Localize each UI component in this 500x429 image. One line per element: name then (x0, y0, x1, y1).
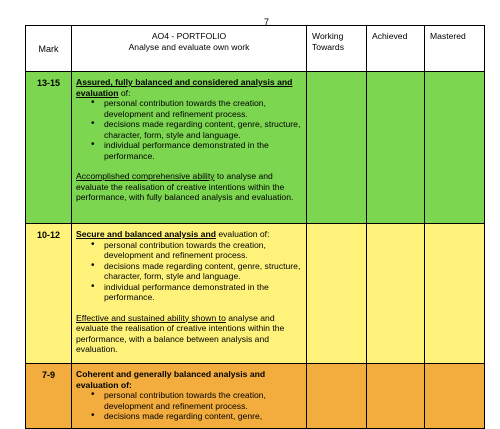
criteria-list (76, 240, 302, 303)
header-row (26, 26, 485, 72)
working-towards-cell[interactable] (307, 72, 367, 224)
achieved-cell[interactable] (367, 72, 425, 224)
band-heading: Coherent and generally balanced analysis and evaluation of: (76, 369, 266, 390)
achieved-column-header: Achieved (367, 26, 425, 72)
achieved-cell[interactable] (367, 224, 425, 364)
band-summary-rest: to analyse and evaluate the realisation of creative intentions within the performance, with fully balanced analysis and evaluation. (76, 171, 294, 202)
mastered-cell[interactable] (425, 364, 485, 429)
band-summary-rest: analyse and evaluate the realisation of creative intentions within the performance, with a balance between analysis and evaluation. (76, 312, 285, 354)
criteria-item: • decisions made regarding content, genre, structure, character, form, style and language. (104, 119, 302, 140)
mastered-column-header: Mastered (425, 26, 485, 72)
portfolio-title: AO4 - PORTFOLIO (151, 31, 227, 41)
assessment-rubric-table (25, 25, 485, 429)
band-description (72, 224, 307, 364)
mark-column-header: Mark (26, 26, 72, 72)
band-row-13-15 (26, 72, 485, 224)
working-towards-column-header (307, 26, 367, 72)
band-mark: 13-15 (26, 72, 72, 224)
criteria-column-header (72, 26, 307, 72)
band-heading: Secure and balanced analysis and (76, 229, 216, 239)
criteria-item: • decisions made regarding content, genre, (104, 411, 302, 422)
page-number: 7 (264, 17, 270, 27)
criteria-list (76, 390, 302, 422)
criteria-item: • personal contribution towards the creation, development and refinement process. (104, 240, 302, 261)
achieved-cell[interactable] (367, 364, 425, 429)
portfolio-subtitle: Analyse and evaluate own work (128, 42, 250, 52)
working-towards-cell[interactable] (307, 224, 367, 364)
band-mark: 10-12 (26, 224, 72, 364)
criteria-item: • individual performance demonstrated in the performance. (104, 140, 302, 161)
criteria-item: • personal contribution towards the creation, development and refinement process. (104, 390, 302, 411)
band-summary-underlined: Accomplished comprehensive ability (76, 171, 215, 181)
band-summary (76, 313, 302, 355)
band-mark: 7-9 (26, 364, 72, 429)
working-towards-line1: Working (312, 31, 344, 41)
criteria-item: • personal contribution towards the creation, development and refinement process. (104, 98, 302, 119)
band-summary (76, 171, 302, 203)
criteria-list (76, 98, 302, 161)
band-heading-rest: evaluation of: (215, 229, 270, 239)
criteria-item: • decisions made regarding content, genre, structure, character, form, style and language. (104, 261, 302, 282)
band-row-10-12 (26, 224, 485, 364)
band-row-7-9 (26, 364, 485, 429)
mastered-cell[interactable] (425, 224, 485, 364)
working-towards-cell[interactable] (307, 364, 367, 429)
mastered-cell[interactable] (425, 72, 485, 224)
criteria-item: • individual performance demonstrated in the performance. (104, 282, 302, 303)
band-heading-rest: of: (118, 87, 131, 98)
band-summary-underlined: Effective and sustained ability shown to (76, 312, 226, 323)
band-description (72, 364, 307, 429)
working-towards-line2: Towards (312, 42, 344, 52)
band-description (72, 72, 307, 224)
band-heading: Assured, fully balanced and considered analysis and evaluation (76, 77, 293, 98)
